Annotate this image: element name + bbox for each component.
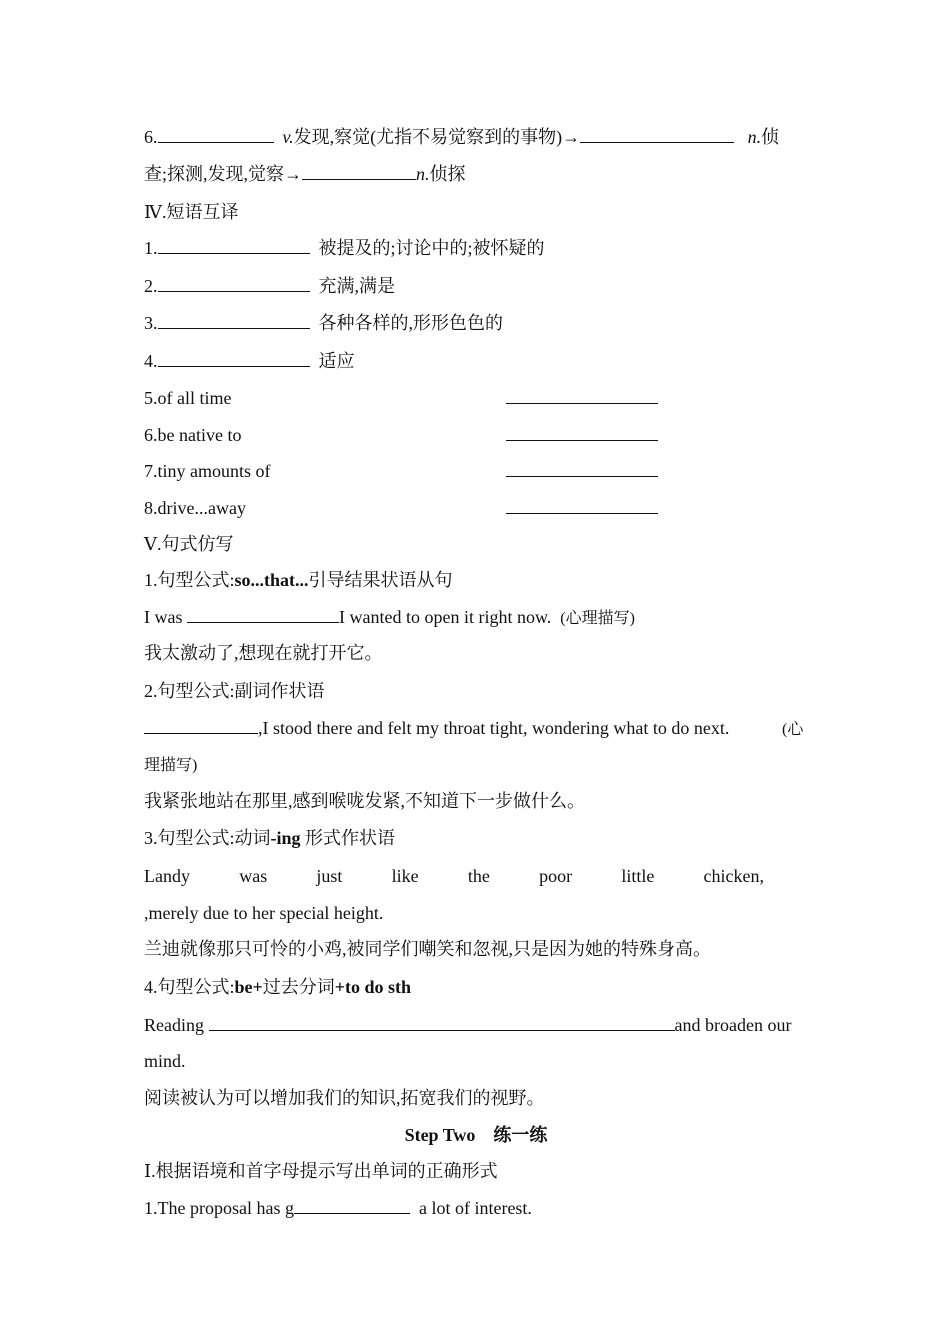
step-two-title: Step Two 练一练 xyxy=(404,1125,548,1145)
sentence-text: I wanted to open it right now. xyxy=(339,607,552,627)
answer-blank[interactable] xyxy=(506,460,658,482)
word: was xyxy=(239,866,268,886)
phrase-item xyxy=(144,312,503,334)
answer-blank[interactable] xyxy=(506,424,658,446)
pattern-sentence xyxy=(144,606,635,630)
answer-blank[interactable] xyxy=(187,606,339,623)
definition: 查;探测,发现,觉察 xyxy=(144,164,285,184)
heading-text: 1.句型公式: xyxy=(144,570,235,590)
phrase-text: 6.be native to xyxy=(144,425,242,445)
pattern-heading xyxy=(144,827,395,849)
answer-blank[interactable] xyxy=(158,350,310,367)
translation: 我紧张地站在那里,感到喉咙发紧,不知道下一步做什么。 xyxy=(144,791,585,811)
heading-text: so...that... xyxy=(234,570,309,590)
heading-text: be+ xyxy=(234,977,263,997)
answer-blank[interactable] xyxy=(506,387,658,409)
phrase-text: 被提及的;讨论中的;被怀疑的 xyxy=(318,238,545,258)
section-4-title: Ⅳ.短语互译 xyxy=(144,202,239,222)
pattern-sentence-cont: ,merely due to her special height. xyxy=(144,903,384,923)
answer-blank[interactable] xyxy=(158,312,310,329)
answer-blank[interactable] xyxy=(302,163,416,180)
phrase-text: 8.drive...away xyxy=(144,498,246,518)
phrase-item xyxy=(144,350,355,372)
phrase-item xyxy=(144,460,271,482)
heading-text: 2.句型公式: xyxy=(144,681,235,701)
definition: 发现,察觉(尤指不易觉察到的事物) xyxy=(293,127,563,147)
translation: 阅读被认为可以增加我们的知识,拓宽我们的视野。 xyxy=(144,1088,545,1108)
sentence-text: ,I stood there and felt my throat tight, wondering what to do next. xyxy=(258,718,730,738)
word: just xyxy=(316,866,343,886)
word: like xyxy=(391,866,419,886)
heading-text: 动词 xyxy=(234,828,271,848)
phrase-text: 充满,满是 xyxy=(318,276,395,296)
part-of-speech: n. xyxy=(747,127,762,147)
section-1-title: Ⅰ.根据语境和首字母提示写出单词的正确形式 xyxy=(144,1161,498,1181)
item-number: 4. xyxy=(144,351,158,371)
word: the xyxy=(467,866,490,886)
arrow-icon: → xyxy=(562,127,581,147)
sentence-text: I was xyxy=(144,607,187,627)
pattern-heading xyxy=(144,976,411,998)
note-text xyxy=(144,753,197,777)
definition: 侦 xyxy=(761,127,780,147)
phrase-text: 适应 xyxy=(318,351,355,371)
heading-text: 过去分词 xyxy=(262,977,335,997)
phrase-text: 7.tiny amounts of xyxy=(144,461,271,481)
answer-blank[interactable] xyxy=(158,126,274,143)
word: poor xyxy=(539,866,573,886)
note-text-end: 理描写) xyxy=(144,757,198,774)
vocab-item-6-cont xyxy=(144,163,466,185)
note-text-start: (心 xyxy=(782,721,804,738)
answer-blank[interactable] xyxy=(158,275,310,292)
word: little xyxy=(621,866,655,886)
pattern-heading xyxy=(144,680,325,702)
phrase-item xyxy=(144,424,241,446)
arrow-icon: → xyxy=(284,164,303,184)
item-number: 1. xyxy=(144,238,158,258)
sentence-text: and broaden our xyxy=(674,1015,792,1035)
item-number: 6. xyxy=(144,127,158,147)
section-5-title: Ⅴ.句式仿写 xyxy=(144,534,234,554)
answer-blank[interactable] xyxy=(144,717,258,734)
pattern-sentence xyxy=(144,865,764,887)
answer-blank[interactable] xyxy=(506,497,658,519)
heading-text: 副词作状语 xyxy=(234,681,325,701)
pattern-sentence xyxy=(144,717,729,739)
vocab-item-6 xyxy=(144,126,779,148)
pattern-heading xyxy=(144,569,453,591)
translation: 兰迪就像那只可怜的小鸡,被同学们嘲笑和忽视,只是因为她的特殊身高。 xyxy=(144,939,711,959)
word: Landy xyxy=(144,866,190,886)
sentence-text: Reading xyxy=(144,1015,209,1035)
item-number: 3. xyxy=(144,313,158,333)
heading-text: -ing xyxy=(270,828,301,848)
heading-text: 引导结果状语从句 xyxy=(308,570,453,590)
word: chicken, xyxy=(703,866,764,886)
sentence-text: a lot of interest. xyxy=(414,1198,532,1218)
heading-text: 4.句型公式: xyxy=(144,977,235,997)
note-text: (心理描写) xyxy=(560,610,635,627)
heading-text: 3.句型公式: xyxy=(144,828,235,848)
sentence-text: 1.The proposal has g xyxy=(144,1198,294,1218)
phrase-text: 各种各样的,形形色色的 xyxy=(318,313,503,333)
answer-blank[interactable] xyxy=(294,1197,410,1214)
item-number: 2. xyxy=(144,276,158,296)
note-text xyxy=(782,717,803,741)
part-of-speech: n. xyxy=(416,164,430,184)
definition: 侦探 xyxy=(429,164,466,184)
heading-text: +to do sth xyxy=(334,977,412,997)
phrase-item xyxy=(144,387,231,409)
translation: 我太激动了,想现在就打开它。 xyxy=(144,643,383,663)
phrase-item xyxy=(144,237,545,259)
exercise-item xyxy=(144,1197,532,1219)
answer-blank[interactable] xyxy=(158,237,310,254)
answer-blank[interactable] xyxy=(580,126,734,143)
pattern-sentence xyxy=(144,1014,791,1036)
phrase-item xyxy=(144,275,395,297)
answer-blank[interactable] xyxy=(209,1014,675,1031)
phrase-text: 5.of all time xyxy=(144,388,232,408)
part-of-speech: v. xyxy=(282,127,294,147)
phrase-item xyxy=(144,497,246,519)
heading-text: 形式作状语 xyxy=(300,828,396,848)
pattern-sentence-cont: mind. xyxy=(144,1051,186,1071)
